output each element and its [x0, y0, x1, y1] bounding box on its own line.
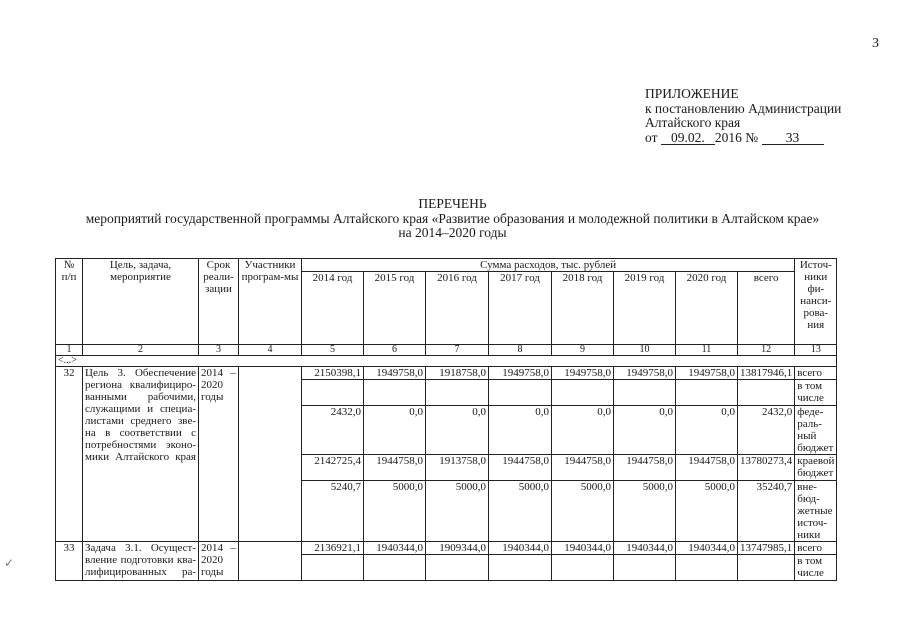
amount-cell: 13747985,1	[738, 542, 795, 555]
amount-cell	[676, 380, 738, 406]
amount-cell: 13780273,4	[738, 455, 795, 481]
appendix-line-2: к постановлению Администрации	[645, 100, 842, 116]
column-number: 2	[83, 345, 199, 356]
row-goal: Цель 3. Обеспечение региона квалифициро-ванными рабочими, служащими и специа-листами среднего зве-на в соответствии с потребностями эконо-мики Алтайского края	[83, 367, 199, 542]
header-year: 2018 год	[552, 272, 614, 345]
column-number: 8	[489, 345, 552, 356]
amount-cell	[426, 555, 489, 581]
funding-source: всего	[795, 367, 837, 380]
column-number: 9	[552, 345, 614, 356]
column-number: 1	[56, 345, 83, 356]
column-number: 5	[302, 345, 364, 356]
amount-cell: 1944758,0	[552, 455, 614, 481]
amount-cell	[552, 380, 614, 406]
amount-cell	[302, 555, 364, 581]
appendix-number: 33	[762, 131, 824, 145]
column-number: 10	[614, 345, 676, 356]
appendix-year: 2016 №	[714, 129, 759, 145]
funding-source: вне-бюд-жетные источ-ники	[795, 481, 837, 542]
amount-cell: 5000,0	[489, 481, 552, 542]
row-participants	[239, 367, 302, 542]
amount-cell: 5000,0	[426, 481, 489, 542]
header-source: Источ-ники фи-нанси-рова-ния	[795, 259, 837, 345]
header-year: 2016 год	[426, 272, 489, 345]
amount-cell: 1940344,0	[364, 542, 426, 555]
column-number: 4	[239, 345, 302, 356]
amount-cell	[426, 380, 489, 406]
amount-cell: 1949758,0	[614, 367, 676, 380]
column-number: 7	[426, 345, 489, 356]
header-term: Срок реали-зации	[199, 259, 239, 345]
funding-source: в том числе	[795, 380, 837, 406]
header-year: 2017 год	[489, 272, 552, 345]
amount-cell: 1940344,0	[552, 542, 614, 555]
column-number: 3	[199, 345, 239, 356]
amount-cell: 2136921,1	[302, 542, 364, 555]
funding-source: всего	[795, 542, 837, 555]
row-term: 2014 – 2020 годы	[199, 367, 239, 542]
amount-cell: 2432,0	[302, 406, 364, 455]
amount-cell: 1944758,0	[489, 455, 552, 481]
funding-source: в том числе	[795, 555, 837, 581]
appendix-from: от	[645, 129, 658, 145]
amount-cell: 5000,0	[676, 481, 738, 542]
amount-cell: 0,0	[426, 406, 489, 455]
amount-cell: 1909344,0	[426, 542, 489, 555]
amount-cell: 2432,0	[738, 406, 795, 455]
title-line-1: ПЕРЕЧЕНЬ	[418, 196, 487, 211]
amount-cell: 13817946,1	[738, 367, 795, 380]
amount-cell: 5000,0	[552, 481, 614, 542]
header-year: 2019 год	[614, 272, 676, 345]
funding-source: феде-раль-ный бюджет	[795, 406, 837, 455]
document-title	[0, 197, 905, 241]
header-year: 2014 год	[302, 272, 364, 345]
column-number: 6	[364, 345, 426, 356]
amount-cell: 5000,0	[614, 481, 676, 542]
amount-cell	[738, 555, 795, 581]
row-goal: Задача 3.1. Осущест-вление подготовки ква-лифицированных ра-	[83, 542, 199, 581]
header-year: 2020 год	[676, 272, 738, 345]
amount-cell: 1940344,0	[489, 542, 552, 555]
header-num: № п/п	[56, 259, 83, 345]
amount-cell	[738, 380, 795, 406]
amount-cell	[614, 380, 676, 406]
column-number: 12	[738, 345, 795, 356]
amount-cell	[489, 555, 552, 581]
row-num: 32	[56, 367, 83, 542]
header-goal: Цель, задача, мероприятие	[83, 259, 199, 345]
amount-cell: 1940344,0	[676, 542, 738, 555]
amount-cell	[364, 380, 426, 406]
amount-cell: 1944758,0	[614, 455, 676, 481]
amount-cell: 0,0	[489, 406, 552, 455]
amount-cell: 0,0	[364, 406, 426, 455]
amount-cell	[614, 555, 676, 581]
amount-cell: 35240,7	[738, 481, 795, 542]
header-sum: Сумма расходов, тыс. рублей	[302, 259, 795, 272]
amount-cell: 1949758,0	[552, 367, 614, 380]
column-number: 11	[676, 345, 738, 356]
ellipsis-row: <...>	[56, 356, 837, 367]
title-line-3: на 2014–2020 годы	[398, 225, 507, 240]
amount-cell	[489, 380, 552, 406]
margin-mark: ✓	[4, 556, 15, 570]
amount-cell: 0,0	[552, 406, 614, 455]
amount-cell: 2142725,4	[302, 455, 364, 481]
amount-cell: 1944758,0	[364, 455, 426, 481]
appendix-line-3: Алтайского края	[645, 115, 741, 130]
amount-cell: 0,0	[614, 406, 676, 455]
amount-cell: 1913758,0	[426, 455, 489, 481]
header-year: 2015 год	[364, 272, 426, 345]
column-number: 13	[795, 345, 837, 356]
appendix-block	[645, 87, 841, 145]
amount-cell: 1918758,0	[426, 367, 489, 380]
amount-cell: 1949758,0	[489, 367, 552, 380]
funding-source: краевой бюджет	[795, 455, 837, 481]
title-line-2: мероприятий государственной программы Алтайского края «Развитие образования и молодежной политики в Алтайском крае»	[85, 210, 820, 226]
amount-cell: 1949758,0	[676, 367, 738, 380]
amount-cell	[676, 555, 738, 581]
table-row	[56, 367, 837, 380]
row-participants	[239, 542, 302, 581]
appendix-date: 09.02.	[661, 131, 715, 145]
header-participants: Участники програм-мы	[239, 259, 302, 345]
amount-cell: 5000,0	[364, 481, 426, 542]
appendix-title: ПРИЛОЖЕНИЕ	[645, 86, 739, 101]
amount-cell	[552, 555, 614, 581]
amount-cell: 5240,7	[302, 481, 364, 542]
page-number: 3	[872, 36, 879, 51]
amount-cell: 2150398,1	[302, 367, 364, 380]
amount-cell: 1944758,0	[676, 455, 738, 481]
amount-cell: 0,0	[676, 406, 738, 455]
amount-cell	[364, 555, 426, 581]
amount-cell	[302, 380, 364, 406]
amount-cell: 1949758,0	[364, 367, 426, 380]
header-year: всего	[738, 272, 795, 345]
amount-cell: 1940344,0	[614, 542, 676, 555]
row-term: 2014 – 2020 годы	[199, 542, 239, 581]
appendix-date-line	[645, 131, 841, 146]
program-table	[55, 258, 837, 581]
table-row	[56, 542, 837, 555]
row-num: 33	[56, 542, 83, 581]
